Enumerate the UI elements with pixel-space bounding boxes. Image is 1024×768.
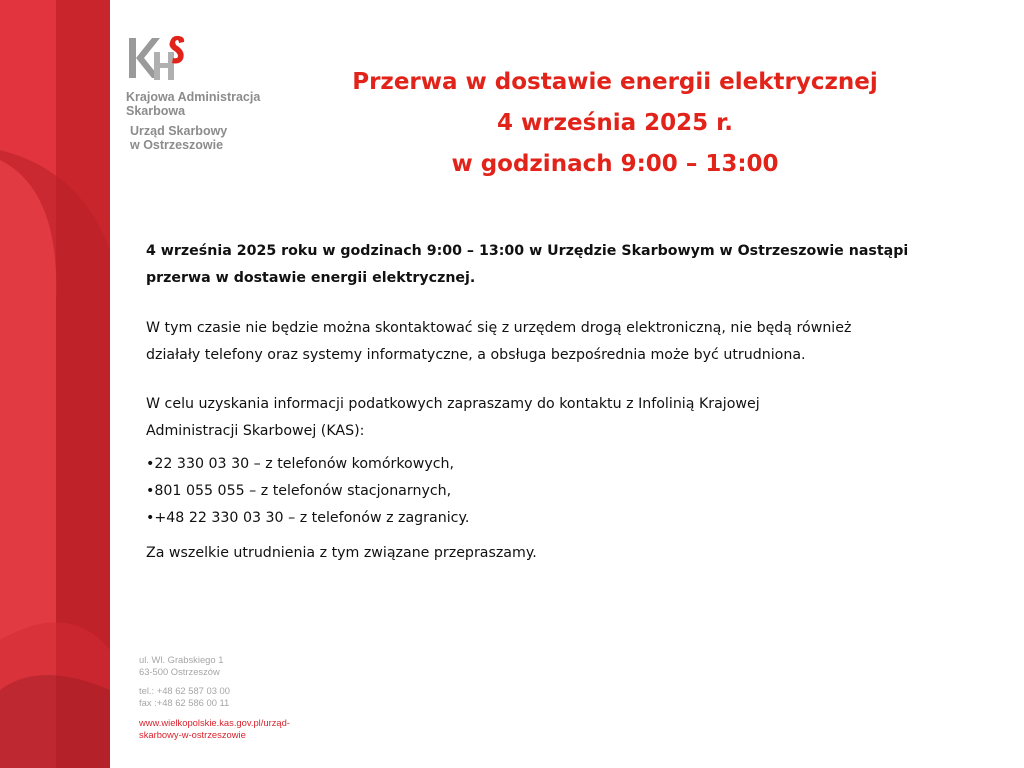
contact-line2: Administracji Skarbowej (KAS): [146, 423, 365, 439]
website-line2[interactable]: skarbowy-w-ostrzeszowie [139, 729, 246, 740]
org-name-line1: Krajowa Administracja [126, 90, 261, 104]
lead-paragraph [146, 238, 946, 292]
phone-item-landline: •801 055 055 – z telefonów stacjonarnych, [146, 483, 452, 499]
address-line1: ul. Wl. Grabskiego 1 [139, 654, 224, 665]
office-name-line1: Urząd Skarbowy [130, 124, 228, 138]
org-name-line2: Skarbowa [126, 104, 186, 118]
footer-website-link[interactable] [139, 717, 359, 741]
address-line2: 63-500 Ostrzeszów [139, 666, 220, 677]
lead-line2: przerwa w dostawie energii elektrycznej. [146, 270, 476, 286]
side-decorative-band [0, 0, 110, 768]
notice-body [146, 238, 946, 567]
phone-item-abroad: •+48 22 330 03 30 – z telefonów z zagranicy. [146, 510, 470, 526]
kas-logo-mark-icon [126, 32, 192, 84]
title-line2: 4 września 2025 r. [497, 110, 733, 136]
office-name [126, 124, 276, 152]
closing-sentence: Za wszelkie utrudnienia z tym związane przepraszamy. [146, 545, 537, 561]
info-paragraph [146, 315, 946, 369]
contact-paragraph [146, 391, 946, 445]
contact-line1: W celu uzyskania informacji podatkowych zapraszamy do kontaktu z Infolinią Krajowej [146, 396, 760, 412]
footer-fax: fax :+48 62 586 00 11 [139, 697, 230, 708]
title-line3: w godzinach 9:00 – 13:00 [451, 151, 779, 177]
footer-address [139, 654, 359, 678]
footer-phones [139, 685, 359, 709]
info-line1: W tym czasie nie będzie można skontaktować się z urzędem drogą elektroniczną, nie będą również [146, 320, 852, 336]
office-name-line2: w Ostrzeszowie [130, 138, 224, 152]
page-title [300, 62, 930, 185]
footer-tel: tel.: +48 62 587 03 00 [139, 685, 230, 696]
website-line1[interactable]: www.wielkopolskie.kas.gov.pl/urząd- [139, 717, 290, 728]
phone-item-mobile: •22 330 03 30 – z telefonów komórkowych, [146, 456, 455, 472]
title-line1: Przerwa w dostawie energii elektrycznej [352, 69, 878, 95]
lead-line1: 4 września 2025 roku w godzinach 9:00 – 13:00 w Urzędzie Skarbowym w Ostrzeszowie nastąpi [146, 243, 909, 259]
info-line2: działały telefony oraz systemy informatyczne, a obsługa bezpośrednia może być utrudniona. [146, 347, 806, 363]
phone-list [146, 451, 946, 532]
kas-logo [126, 32, 276, 152]
band-graphic [0, 0, 110, 768]
footer-contact [139, 654, 359, 741]
